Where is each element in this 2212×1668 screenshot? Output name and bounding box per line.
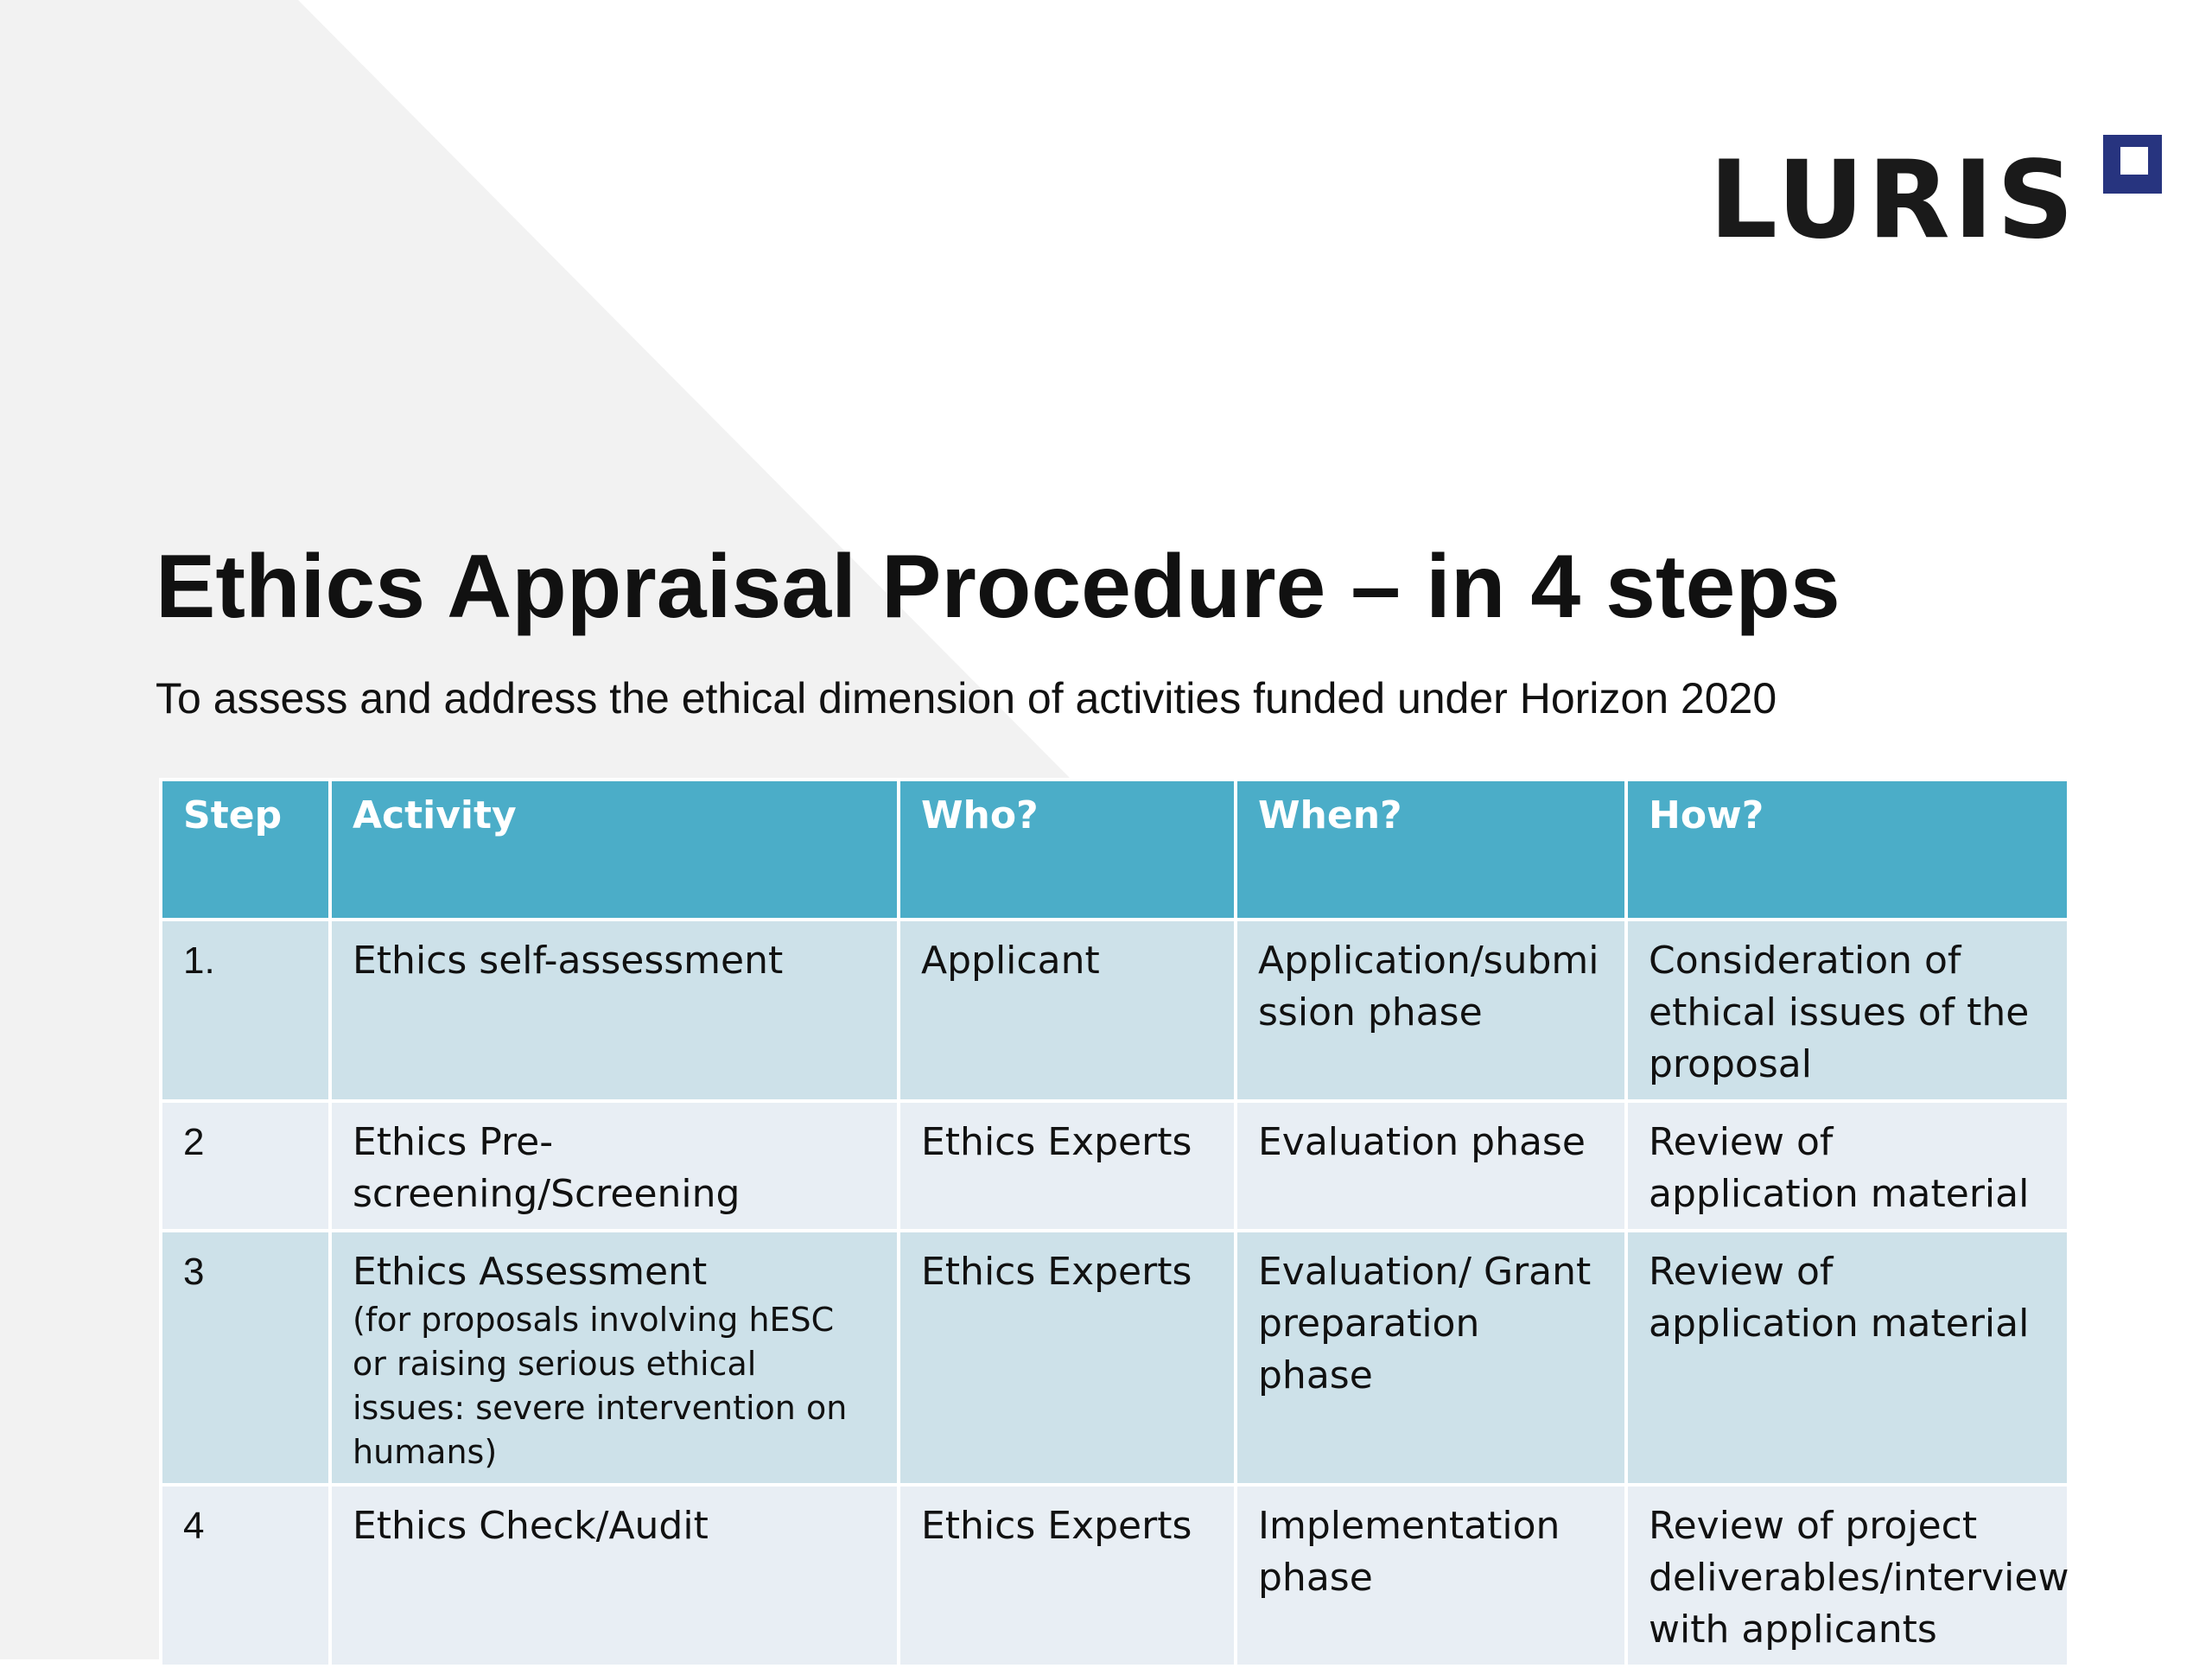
how-cell: Review of application material — [1626, 1231, 2069, 1485]
who-cell: Ethics Experts — [899, 1231, 1236, 1485]
activity-title: Ethics Assessment — [353, 1250, 708, 1294]
logo-text: LURIS — [1709, 138, 2078, 263]
table-row — [161, 1101, 2069, 1231]
header-who: Who? — [899, 780, 1236, 920]
when-cell: Application/submission phase — [1236, 920, 1626, 1101]
who-cell: Applicant — [899, 920, 1236, 1101]
how-cell: Review of project deliverables/interview with applicants — [1626, 1485, 2069, 1666]
when-cell: Evaluation phase — [1236, 1101, 1626, 1231]
activity-cell: Ethics Pre-screening/Screening — [330, 1101, 899, 1231]
header-activity: Activity — [330, 780, 899, 920]
logo-square-icon — [2103, 135, 2162, 194]
header-step: Step — [161, 780, 330, 920]
activity-cell: Ethics Check/Audit — [330, 1485, 899, 1666]
step-number: 4 — [161, 1485, 330, 1666]
page-subtitle: To assess and address the ethical dimension of activities funded under Horizon 2020 — [156, 674, 1777, 723]
activity-cell — [330, 1231, 899, 1485]
table-row — [161, 920, 2069, 1101]
when-cell: Implementation phase — [1236, 1485, 1626, 1666]
how-cell: Review of application material — [1626, 1101, 2069, 1231]
header-when: When? — [1236, 780, 1626, 920]
luris-logo — [1709, 130, 2162, 263]
header-how: How? — [1626, 780, 2069, 920]
activity-cell: Ethics self-assessment — [330, 920, 899, 1101]
step-number: 2 — [161, 1101, 330, 1231]
ethics-steps-table — [159, 778, 2070, 1668]
table-header-row — [161, 780, 2069, 920]
activity-note: (for proposals involving hESC or raising serious ethical issues: severe intervention on humans) — [353, 1301, 848, 1471]
step-number: 3 — [161, 1231, 330, 1485]
who-cell: Ethics Experts — [899, 1101, 1236, 1231]
page-title: Ethics Appraisal Procedure – in 4 steps — [156, 537, 1840, 637]
when-cell: Evaluation/ Grant preparation phase — [1236, 1231, 1626, 1485]
table-row — [161, 1231, 2069, 1485]
how-cell: Consideration of ethical issues of the proposal — [1626, 920, 2069, 1101]
who-cell: Ethics Experts — [899, 1485, 1236, 1666]
step-number: 1. — [161, 920, 330, 1101]
table-row — [161, 1485, 2069, 1666]
